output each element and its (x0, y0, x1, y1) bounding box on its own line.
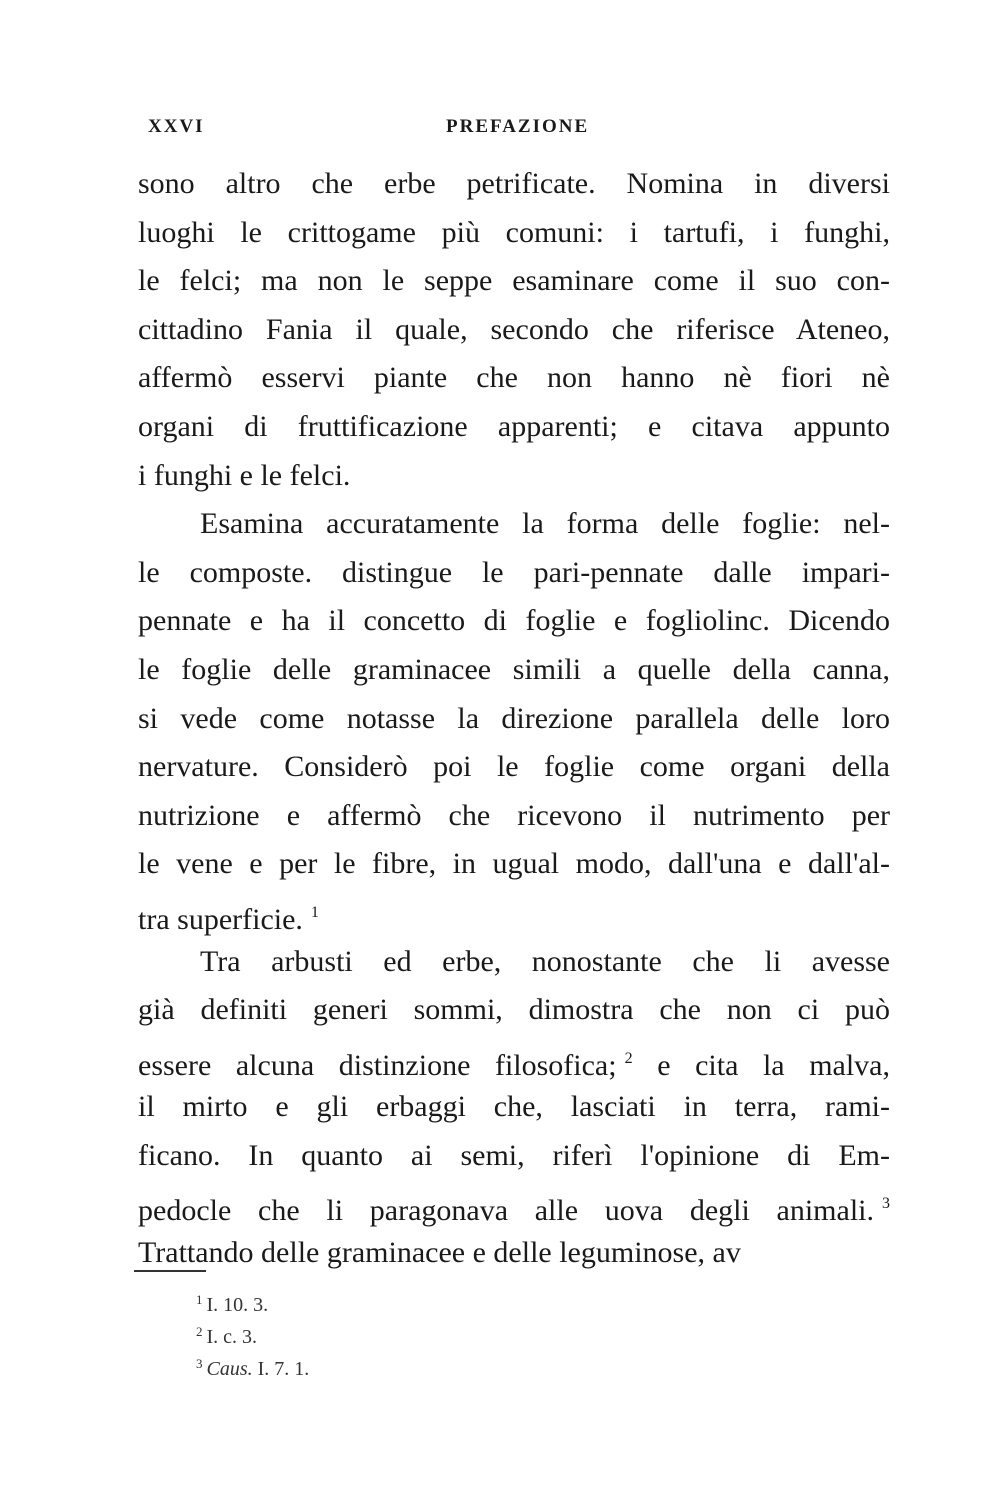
running-header (148, 116, 588, 146)
footnote-ref: 2 (624, 1049, 633, 1067)
text-line: i funghi e le felci. (138, 458, 351, 492)
text-line: pennate e ha il concetto di foglie e fogliolinc. Dicendo (138, 604, 890, 638)
text-line: le foglie delle graminacee simili a quelle della canna, (138, 652, 890, 686)
footnote-mark: 1 (196, 1292, 203, 1307)
text-line: il mirto e gli erbaggi che, lasciati in terra, rami- (138, 1090, 890, 1124)
line-text: essere alcuna distinzione filosofica; (138, 1048, 617, 1082)
footnote-text: I. 10. 3. (206, 1294, 269, 1316)
footnote-mark: 3 (196, 1356, 203, 1371)
footnote (196, 1348, 496, 1380)
footnote-text-italic: Caus. (206, 1358, 253, 1380)
text-line: le vene e per le fibre, in ugual modo, dall'una e dall'al- (138, 847, 890, 881)
text-line: nutrizione e affermò che ricevono il nutrimento per (138, 798, 890, 832)
footnote (196, 1284, 496, 1316)
text-line: Tra arbusti ed erbe, nonostante che li avesse (200, 944, 890, 978)
text-line (138, 1180, 890, 1229)
text-line: cittadino Fania il quale, secondo che riferisce Ateneo, (138, 312, 890, 346)
text-line: affermò esservi piante che non hanno nè fiori nè (138, 361, 890, 395)
text-line: Trattando delle graminacee e delle leguminose, av (138, 1236, 741, 1270)
text-line: nervature. Considerò poi le foglie come organi della (138, 750, 890, 784)
page-number: XXVI (148, 116, 205, 137)
line-text: tra superficie. (138, 902, 303, 936)
footnote-text: I. 7. 1. (257, 1358, 310, 1380)
footnote-rule (134, 1270, 206, 1272)
running-title: PREFAZIONE (446, 116, 590, 137)
line-text: pedocle che li paragonava alle uova degli animali. (138, 1194, 874, 1228)
text-line: sono altro che erbe petrificate. Nomina in diversi (138, 167, 890, 200)
text-line: si vede come notasse la direzione parallela delle loro (138, 701, 890, 735)
text-line: luoghi le crittogame più comuni: i tartufi, i funghi, (138, 215, 890, 249)
body-text (138, 160, 890, 1278)
text-line: le composte. distingue le pari-pennate dalle impari- (138, 555, 890, 589)
text-line (138, 1035, 890, 1084)
text-line: già definiti generi sommi, dimostra che non ci può (138, 993, 890, 1027)
text-line: ficano. In quanto ai semi, riferì l'opinione di Em- (138, 1138, 890, 1172)
line-text: e cita la malva, (657, 1048, 891, 1082)
footnote (196, 1316, 496, 1348)
footnote-mark: 2 (196, 1324, 203, 1339)
text-line (138, 889, 890, 938)
text-line: organi di fruttificazione apparenti; e citava appunto (138, 409, 890, 443)
footnote-text: I. c. 3. (206, 1326, 258, 1348)
text-line: Esamina accuratamente la forma delle foglie: nel- (200, 507, 890, 541)
footnotes (196, 1284, 496, 1380)
footnote-ref: 3 (882, 1195, 890, 1213)
text-line: le felci; ma non le seppe esaminare come il suo con- (138, 264, 890, 298)
footnote-ref: 1 (310, 903, 319, 921)
